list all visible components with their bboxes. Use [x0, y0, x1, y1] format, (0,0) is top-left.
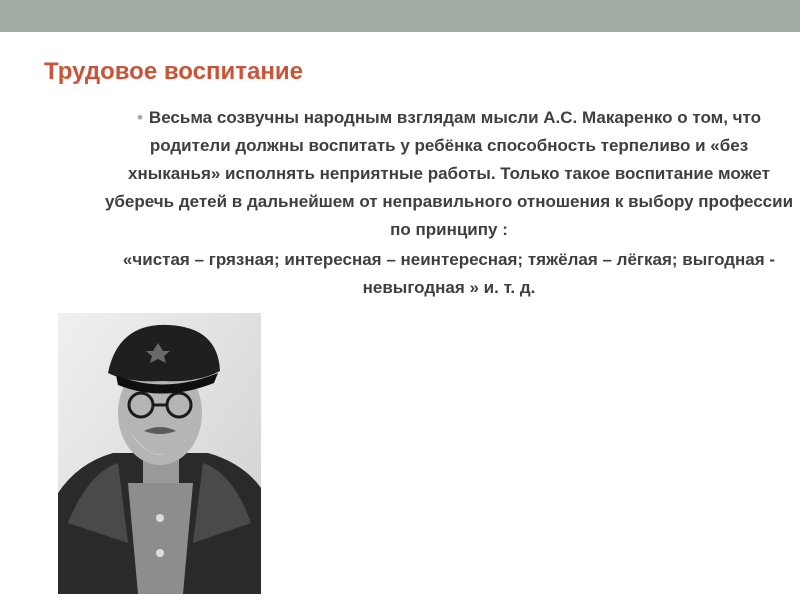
slide-title: Трудовое воспитание	[44, 58, 303, 85]
bullet-paragraph	[104, 104, 794, 244]
slide-body	[104, 104, 794, 302]
bullet-icon: •	[136, 108, 143, 127]
portrait-image	[58, 313, 261, 594]
portrait-photo	[58, 313, 261, 594]
bullet-text: Весьма созвучны народным взглядам мысли А.С. Макаренко о том, что родители должны воспитать у ребёнка способность терпеливо и «без хныканья» исполнять неприятные работы. Только такое воспитание может уберечь детей в дальнейшем от неправильного отношения к выбору профессии по принципу :	[104, 108, 794, 239]
top-band	[0, 0, 800, 32]
quote-text: «чистая – грязная; интересная – неинтересная; тяжёлая – лёгкая; выгодная - невыгодная » и. т. д.	[122, 250, 776, 297]
